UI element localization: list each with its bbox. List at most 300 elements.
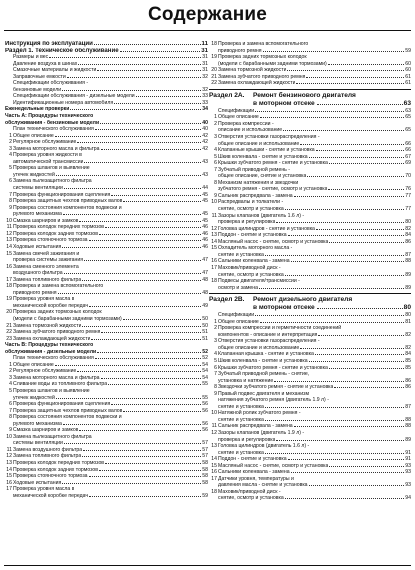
dot-leader <box>309 361 405 362</box>
entry-page: 93 <box>405 469 411 476</box>
entry-title: Масляный насос - снятие, осмотр и установка <box>218 238 329 245</box>
entry-number: 15 <box>6 473 12 480</box>
entry-title: Шкив коленвала - снятие и установка <box>218 153 308 160</box>
title-rule <box>4 30 411 31</box>
entry-title: Спецификации обслуживания - <box>13 80 89 87</box>
dot-leader <box>82 456 201 457</box>
entry-title: Проверка шлангов и выявление <box>13 387 90 394</box>
dot-leader <box>315 354 404 355</box>
entry-title: Клапанные крышки - снятие и установка <box>218 147 315 154</box>
entry-title: Проверка функционирования сцепления <box>13 191 111 198</box>
entry-page: 46 <box>202 224 208 231</box>
section-label: Раздел 2В. <box>209 296 245 304</box>
entry-title: Проверка шлангов и выявление <box>13 165 90 172</box>
entry-page: 65 <box>405 114 411 121</box>
entry-number: 6 <box>214 364 217 371</box>
entry-number: 6 <box>9 401 12 408</box>
entry-title: Клапанная крышка - снятие и установка <box>218 351 314 358</box>
entry-page: 82 <box>405 344 411 351</box>
dot-leader <box>260 322 405 323</box>
entry-page: 91 <box>405 456 411 463</box>
entry-page: 89 <box>405 284 411 291</box>
toc-entry[interactable] <box>209 495 411 502</box>
entry-number: 18 <box>211 278 217 285</box>
entry-page: 66 <box>405 147 411 154</box>
dot-leader <box>84 260 201 261</box>
dot-leader <box>89 240 202 241</box>
entry-page: 46 <box>202 230 208 237</box>
dot-leader <box>329 242 404 243</box>
entry-page: 63 <box>405 107 411 114</box>
entry-number: 1 <box>214 114 217 121</box>
entry-number: 9 <box>9 427 12 434</box>
dot-leader <box>120 51 201 52</box>
dot-leader <box>64 188 201 189</box>
dot-leader <box>105 463 201 464</box>
entry-number: 13 <box>211 443 217 450</box>
entry-title: Проверка стояночного тормоза <box>13 473 88 480</box>
entry-number: 10 <box>211 410 217 417</box>
entry-title: установка и натяжение <box>218 377 274 384</box>
section-page: 63 <box>403 99 411 107</box>
dot-leader <box>276 440 404 441</box>
dot-leader <box>95 129 202 130</box>
dot-leader <box>317 308 403 309</box>
entry-page: 32 <box>202 73 208 80</box>
entry-number: 12 <box>6 230 12 237</box>
entry-title: Проверка и замена вспомогательного <box>13 283 104 290</box>
entry-title: Смазка шарниров и замков <box>13 217 79 224</box>
entry-title: приводного ремня <box>13 289 57 296</box>
entry-title: Замена топливного фильтра <box>13 453 82 460</box>
dot-leader <box>55 365 202 366</box>
entry-page: 82 <box>405 225 411 232</box>
entry-number: 11 <box>211 212 217 219</box>
dot-leader <box>63 424 201 425</box>
entry-page: 45 <box>202 211 208 218</box>
entry-title: Механизм натяжения и звездочки <box>218 179 299 186</box>
entry-page: 43 <box>202 158 208 165</box>
entry-number: 5 <box>214 153 217 160</box>
dot-leader <box>288 235 405 236</box>
dot-leader <box>276 222 404 223</box>
entry-page: 93 <box>405 462 411 469</box>
section-label: Раздел 2А. <box>209 91 245 99</box>
entry-number: 2 <box>214 325 217 332</box>
entry-title: приводного ремня <box>218 47 262 54</box>
entry-number: 3 <box>9 374 12 381</box>
dot-leader <box>77 142 201 143</box>
entry-title: Спецификации <box>218 312 255 319</box>
entry-number: 22 <box>6 329 12 336</box>
entry-page: 31 <box>202 54 208 61</box>
entry-number: 13 <box>211 232 217 239</box>
entry-number: 17 <box>211 264 217 271</box>
entry-title: Проверка защитных чехлов приводных валов <box>13 198 123 205</box>
section-2a-heading[interactable] <box>209 92 411 108</box>
entry-page: 43 <box>202 171 208 178</box>
entry-number: 15 <box>6 250 12 257</box>
bottom-rule <box>4 565 411 566</box>
entry-page: 54 <box>202 361 208 368</box>
entry-title: Звездочки зубчатого ремня - снятие и установка <box>218 384 334 391</box>
entry-page: 42 <box>202 132 208 139</box>
dot-leader <box>62 90 201 91</box>
entry-title: утечек жидкостей <box>13 394 55 401</box>
entry-number: 16 <box>6 479 12 486</box>
entry-page: 49 <box>202 302 208 309</box>
dot-leader <box>99 234 201 235</box>
section-divider <box>209 89 411 90</box>
dot-leader <box>328 64 405 65</box>
dot-leader <box>101 149 202 150</box>
entry-title: Проверка уровня жидкости в <box>13 152 82 159</box>
entry-number: 7 <box>214 371 217 378</box>
entry-page: 42 <box>202 145 208 152</box>
entry-number: 12 <box>211 429 217 436</box>
entry-number: 2 <box>214 120 217 127</box>
dot-leader <box>306 77 404 78</box>
entry-number: 10 <box>211 199 217 206</box>
entry-number: 15 <box>211 245 217 252</box>
entry-page: 58 <box>202 460 208 466</box>
entry-number: 13 <box>6 460 12 466</box>
entry-title: Смазка шарниров и замков <box>13 427 79 434</box>
section-title: Ремонт бензинового двигателя <box>253 91 356 99</box>
dot-leader <box>62 247 201 248</box>
entry-page: 40 <box>202 126 208 133</box>
entry-page: 80 <box>405 219 411 226</box>
entry-title: (модели с барабанными задними тормозами) <box>218 60 327 67</box>
toc-entry[interactable] <box>209 80 411 87</box>
dot-leader <box>309 485 405 486</box>
entry-title: Сливание воды из топливного фильтра <box>13 381 108 388</box>
toc-entry[interactable] <box>4 493 208 500</box>
dot-leader <box>259 288 404 289</box>
entry-title: механической коробке передач <box>13 302 89 309</box>
entry-page: 87 <box>405 251 411 258</box>
entry-page: 45 <box>202 191 208 198</box>
entry-page: 47 <box>202 270 208 277</box>
entry-number: 6 <box>214 160 217 167</box>
entry-page: 80 <box>405 312 411 319</box>
entry-title: Распредвалы и толкатели - <box>218 199 284 206</box>
section-2b-heading[interactable] <box>209 296 411 312</box>
entry-title: Зазоры клапанов (двигатель 1.9 л) - <box>218 429 305 436</box>
dot-leader <box>294 196 405 197</box>
entry-page: 58 <box>202 473 208 480</box>
entry-page: 55 <box>202 381 208 388</box>
entry-title: системы вентиляции <box>13 185 63 192</box>
entry-number: 16 <box>211 258 217 265</box>
entry-title: Еженедельные проверки <box>5 106 70 113</box>
entry-title: Проверка защитных чехлов приводных валов <box>13 407 123 414</box>
entry-page: 88 <box>405 416 411 423</box>
entry-title: Сальники коленвала - замена <box>218 469 290 476</box>
entry-page: 50 <box>202 322 208 329</box>
entry-number: 18 <box>211 488 217 495</box>
entry-number: 7 <box>9 407 12 414</box>
dot-leader <box>97 352 201 353</box>
entry-number: 9 <box>214 192 217 199</box>
dot-leader <box>94 44 201 45</box>
dot-leader <box>49 57 201 58</box>
entry-number: 2 <box>9 139 12 146</box>
dot-leader <box>265 255 404 256</box>
dot-leader <box>329 368 404 369</box>
entry-number: 4 <box>9 381 12 388</box>
entry-title: Сальник распредвала - замена <box>218 192 293 199</box>
entry-title: Проверка колодок передних тормозов <box>13 224 105 231</box>
entry-title: Общее описание <box>13 361 54 368</box>
entry-page: 58 <box>202 479 208 486</box>
dot-leader <box>56 175 201 176</box>
entry-page: 69 <box>405 160 411 167</box>
entry-number: 16 <box>211 469 217 476</box>
entry-title: Проверка колодок задних тормозов <box>13 230 99 237</box>
toc-left-column <box>4 41 208 499</box>
dot-leader <box>82 326 201 327</box>
entry-page: 51 <box>202 329 208 336</box>
entry-title: Смазочные материалы и жидкости <box>13 67 97 74</box>
entry-title: механической коробке передач <box>13 492 89 499</box>
entry-title: Натяжной ролик зубчатого ремня - <box>218 410 301 417</box>
dot-leader <box>263 51 405 52</box>
entry-title: Регулярное обслуживание <box>13 368 77 375</box>
entry-number: 12 <box>211 225 217 232</box>
entry-page: 70 <box>405 173 411 180</box>
entry-page: 84 <box>405 232 411 239</box>
entry-title: Замена моторного масла и фильтра <box>13 374 100 381</box>
entry-number: 13 <box>6 237 12 244</box>
entry-title: автоматической трансмиссии <box>13 158 84 165</box>
entry-page: 77 <box>405 206 411 213</box>
entry-number: 7 <box>214 166 217 173</box>
entry-title: снятие и установка <box>218 403 264 410</box>
toc-right-column <box>209 41 411 502</box>
page-title: Содержание <box>147 4 268 25</box>
dot-leader <box>105 227 201 228</box>
dot-leader <box>255 111 404 112</box>
entry-page: 88 <box>405 423 411 430</box>
entry-title: Проверка и замена вспомогательного <box>218 41 309 47</box>
dot-leader <box>318 335 404 336</box>
dot-leader <box>265 420 404 421</box>
entry-title: Замена пылезащитного фильтра <box>13 433 92 440</box>
entry-title: Проверка задних тормозных колодок <box>13 309 102 316</box>
entry-page: 48 <box>202 276 208 283</box>
dot-leader <box>67 77 202 78</box>
entry-title: осмотр и замена <box>218 284 258 291</box>
dot-leader <box>58 293 202 294</box>
entry-title: Проверка задних тормозных колодок <box>218 54 307 61</box>
entry-title: бензиновые модели <box>13 86 62 93</box>
entry-page: 55 <box>202 394 208 401</box>
entry-page: 54 <box>202 374 208 381</box>
entry-title: натяжения зубчатого ремня (двигатель 1.9 л) - <box>218 397 329 404</box>
section-title-cont: в моторном отсеке <box>253 99 315 107</box>
entry-number: 1 <box>9 361 12 368</box>
entry-title: утечек жидкостей <box>13 171 55 178</box>
entry-page: 44 <box>202 185 208 192</box>
entry-page: 40 <box>202 119 208 126</box>
entry-title: Спецификации обслуживания - дизельные модели <box>13 93 135 100</box>
entry-page: 33 <box>202 99 208 106</box>
entry-page: 59 <box>202 492 208 499</box>
entry-number: 9 <box>214 390 217 397</box>
dot-leader <box>334 387 404 388</box>
dot-leader <box>274 381 404 382</box>
dot-leader <box>265 407 404 408</box>
entry-title: Общее описание <box>218 318 259 325</box>
entry-page: 86 <box>405 238 411 245</box>
entry-page: 46 <box>202 243 208 250</box>
entry-page: 77 <box>405 192 411 199</box>
entry-page: 89 <box>405 436 411 443</box>
entry-title: снятие и установка <box>218 416 264 423</box>
entry-title: Сальник распредвала - замена <box>218 423 293 430</box>
entry-page: 45 <box>202 198 208 205</box>
dot-leader <box>294 426 405 427</box>
entry-page: 56 <box>202 407 208 414</box>
entry-page: 60 <box>405 67 411 74</box>
entry-title: Идентификационные номера автомобиля <box>13 99 114 106</box>
section-divider <box>209 293 411 294</box>
entry-title: проверка и регулировка <box>218 436 276 443</box>
entry-title: Головка цилиндров (двигатель 1.6 л) - <box>218 443 310 450</box>
entry-number: 20 <box>211 67 217 74</box>
entry-page: 85 <box>405 364 411 371</box>
section-title: Ремонт дизельного двигателя <box>253 296 353 304</box>
entry-number: 10 <box>6 433 12 440</box>
entry-page: 52 <box>202 348 208 355</box>
section-page: 80 <box>403 304 411 312</box>
entry-number: 21 <box>211 73 217 80</box>
entry-title: Проверка состояния компонентов подвески и <box>13 204 122 211</box>
entry-number: 11 <box>211 423 217 430</box>
entry-title: зубчатого ремня - снятие, осмотр и установка <box>218 186 328 193</box>
entry-page: 46 <box>202 237 208 244</box>
dot-leader <box>100 123 201 124</box>
entry-number: 23 <box>6 335 12 342</box>
entry-number: 4 <box>9 152 12 159</box>
entry-title: Замена сменного элемента <box>13 263 79 270</box>
entry-number: 17 <box>6 276 12 283</box>
dot-leader <box>114 103 201 104</box>
dot-leader <box>287 70 404 71</box>
entry-page: 61 <box>405 73 411 80</box>
dot-leader <box>285 209 405 210</box>
entry-number: 8 <box>214 384 217 391</box>
entry-page: 48 <box>202 289 208 296</box>
entry-page: 50 <box>202 315 208 322</box>
entry-title: Зазоры клапанов (двигатель 1.6 л) - <box>218 212 305 219</box>
dot-leader <box>95 358 202 359</box>
dot-leader <box>283 130 404 131</box>
entry-page: 31 <box>202 67 208 74</box>
entry-title: Зубчатый приводной ремень - снятие, <box>218 371 310 378</box>
dot-leader <box>296 83 404 84</box>
entry-title: Размеры и вес <box>13 54 49 61</box>
entry-number: 4 <box>214 351 217 358</box>
entry-title: Проверка компрессии и герметичности соединений <box>218 325 342 332</box>
entry-page: 89 <box>405 271 411 278</box>
entry-page: 32 <box>202 86 208 93</box>
entry-title: снятие, осмотр и установка <box>218 271 284 278</box>
entry-title: Давление воздуха в шинах <box>13 60 78 67</box>
entry-number: 14 <box>211 456 217 463</box>
entry-page: 52 <box>202 355 208 362</box>
entry-page: 56 <box>202 420 208 427</box>
entry-title: Подвесы двигателя/трансмиссии - <box>218 278 300 285</box>
entry-title: Инструкция по эксплуатации <box>5 41 93 47</box>
entry-title: обслуживания - бензиновые модели <box>5 119 100 126</box>
dot-leader <box>285 275 405 276</box>
dot-leader <box>329 163 404 164</box>
dot-leader <box>291 261 405 262</box>
dot-leader <box>300 144 404 145</box>
entry-number: 9 <box>9 204 12 211</box>
dot-leader <box>111 404 201 405</box>
entry-title: Шкив коленвала - снятие и установка <box>218 357 308 364</box>
entry-title: Замена топливного фильтра <box>13 276 82 283</box>
dot-leader <box>123 201 201 202</box>
entry-title: Замена свечей зажигания и <box>13 250 80 257</box>
entry-number: 17 <box>6 486 12 493</box>
entry-number: 8 <box>214 179 217 186</box>
entry-title: Проверка функционирования сцепления <box>13 401 111 408</box>
entry-number: 6 <box>9 178 12 185</box>
entry-title: Поддон - снятие и установка <box>218 232 287 239</box>
dot-leader <box>101 378 202 379</box>
entry-number: 5 <box>9 387 12 394</box>
entry-number: 14 <box>211 238 217 245</box>
entry-page: 57 <box>202 453 208 460</box>
entry-page: 76 <box>405 186 411 193</box>
dot-leader <box>255 315 404 316</box>
entry-number: 20 <box>6 309 12 316</box>
entry-number: 11 <box>6 224 12 231</box>
entry-title: Замена охлаждающей жидкости <box>13 335 91 342</box>
dot-leader <box>97 70 201 71</box>
entry-number: 8 <box>9 198 12 205</box>
entry-page: 81 <box>405 318 411 325</box>
entry-number: 15 <box>211 462 217 469</box>
entry-page: 47 <box>202 257 208 264</box>
entry-number: 21 <box>6 322 12 329</box>
entry-number: 1 <box>9 132 12 139</box>
entry-number: 12 <box>6 453 12 460</box>
entry-title: Сальники коленвала - замена <box>218 258 290 265</box>
entry-title: Маховик/приводной диск - <box>218 488 281 495</box>
dot-leader <box>79 221 201 222</box>
entry-title: Замена охлаждающей жидкости <box>218 80 296 87</box>
entry-number: 4 <box>214 147 217 154</box>
entry-title: описание и использование <box>218 127 283 134</box>
entry-title: Отверстия установки газораспределения - <box>218 134 320 141</box>
entry-number: 3 <box>214 134 217 141</box>
entry-page: 31 <box>201 47 208 54</box>
toc-entry[interactable] <box>209 285 411 292</box>
entry-number: 8 <box>9 414 12 421</box>
dot-leader <box>77 371 201 372</box>
entry-number: 1 <box>214 318 217 325</box>
entry-page: 57 <box>202 446 208 453</box>
dot-leader <box>260 117 405 118</box>
dot-leader <box>91 339 201 340</box>
entry-title: снятие, осмотр и установка <box>218 495 284 502</box>
entry-page: 67 <box>405 153 411 160</box>
